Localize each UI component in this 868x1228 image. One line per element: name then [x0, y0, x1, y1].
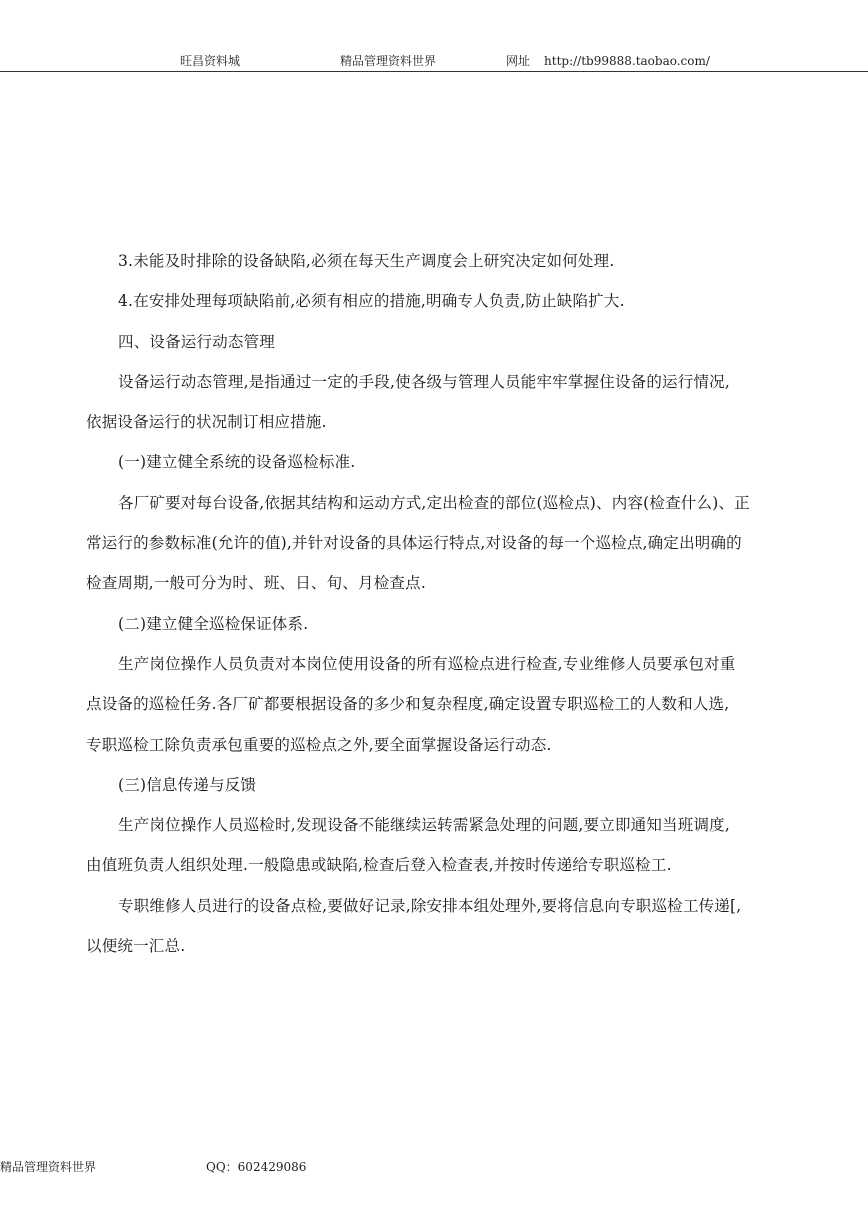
paragraph-line: 检查周期,一般可分为时、班、日、旬、月检查点.: [86, 574, 426, 593]
paragraph-line: (三)信息传递与反馈: [118, 775, 257, 794]
paragraph-line: 3.未能及时排除的设备缺陷,必须在每天生产调度会上研究决定如何处理.: [118, 252, 615, 270]
header-url-link[interactable]: http://tb99888.taobao.com/: [544, 54, 710, 68]
page-footer: [0, 1158, 868, 1178]
paragraph-line: (一)建立健全系统的设备巡检标准.: [118, 453, 356, 472]
page-header: [0, 52, 868, 72]
paragraph-line: 依据设备运行的状况制订相应措施.: [86, 413, 327, 432]
footer-qq: QQ：602429086: [206, 1160, 307, 1174]
paragraph-line: 各厂矿要对每台设备,依据其结构和运动方式,定出检查的部位(巡检点)、内容(检查什么)、正: [118, 493, 750, 512]
paragraph-line: 点设备的巡检任务.各厂矿都要根据设备的多少和复杂程度,确定设置专职巡检工的人数和人选,: [86, 695, 730, 714]
paragraph-line: 4.在安排处理每项缺陷前,必须有相应的措施,明确专人负责,防止缺陷扩大.: [118, 292, 625, 311]
paragraph-line: 由值班负责人组织处理.一般隐患或缺陷,检查后登入检查表,并按时传递给专职巡检工.: [86, 856, 672, 875]
paragraph-line: (二)建立健全巡检保证体系.: [118, 614, 309, 633]
paragraph-line: 专职巡检工除负责承包重要的巡检点之外,要全面掌握设备运行动态.: [86, 735, 552, 754]
header-divider: [0, 71, 868, 72]
footer-site-name: 精品管理资料世界: [0, 1160, 97, 1174]
header-shop-name: 旺昌资料城: [180, 54, 241, 68]
header-url-label: 网址: [506, 54, 531, 68]
header-url-block: [506, 52, 710, 69]
paragraph-line: 专职维修人员进行的设备点检,要做好记录,除安排本组处理外,要将信息向专职巡检工传递[,: [118, 896, 742, 915]
document-body: [86, 241, 766, 966]
header-site-name: 精品管理资料世界: [340, 54, 437, 68]
paragraph-line: 生产岗位操作人员负责对本岗位使用设备的所有巡检点进行检查,专业维修人员要承包对重: [118, 654, 736, 673]
paragraph-line: 常运行的参数标准(允许的值),并针对设备的具体运行特点,对设备的每一个巡检点,确定出明确的: [86, 534, 742, 553]
paragraph-line: 设备运行动态管理,是指通过一定的手段,使各级与管理人员能牢牢掌握住设备的运行情况,: [118, 372, 730, 391]
paragraph-line: 生产岗位操作人员巡检时,发现设备不能继续运转需紧急处理的问题,要立即通知当班调度,: [118, 816, 730, 835]
paragraph-line: 以便统一汇总.: [86, 937, 186, 956]
paragraph-line: 四、设备运行动态管理: [118, 332, 276, 351]
